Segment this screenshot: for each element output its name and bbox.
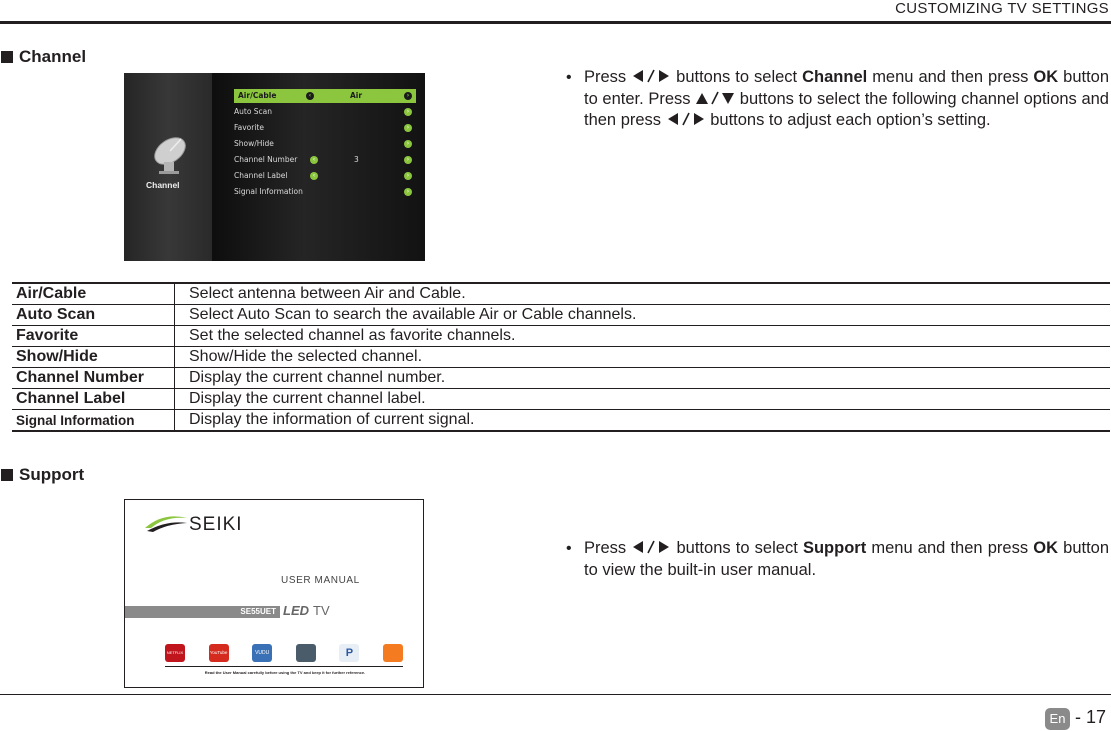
table-row: Channel Number Display the current channel number. [12, 368, 1110, 389]
menu-row-air-cable: Air/Cable ‹ Air › [234, 89, 416, 103]
channel-section-title: Channel [19, 47, 87, 66]
bullet-dot: • [566, 540, 572, 557]
chevron-right-icon: › [404, 124, 412, 132]
header-rule [0, 21, 1111, 24]
language-badge: En [1045, 708, 1070, 730]
channel-menu-screenshot [124, 73, 425, 261]
menu-row-auto-scan: Auto Scan › [234, 105, 416, 119]
menu-row-show-hide: Show/Hide › [234, 137, 416, 151]
chevron-right-icon: › [404, 156, 412, 164]
chevron-left-icon: ‹ [310, 156, 318, 164]
pandora-app-icon: P [339, 644, 359, 662]
chevron-right-icon: › [404, 108, 412, 116]
seiki-brand: SEIKI [189, 514, 243, 535]
channel-options-table [12, 282, 1110, 432]
satellite-dish-icon [146, 131, 192, 177]
table-row: Show/Hide Show/Hide the selected channel. [12, 347, 1110, 368]
left-right-arrows-icon [631, 540, 671, 554]
support-section-heading [1, 465, 84, 485]
page-header-title: CUSTOMIZING TV SETTINGS [895, 0, 1109, 17]
section-square-icon [1, 51, 13, 63]
menu-row-signal-information: Signal Information › [234, 185, 416, 199]
orange-app-icon [383, 644, 403, 662]
menu-row-channel-label: Channel Label ‹ › [234, 169, 416, 183]
vudu-app-icon: VUDU [252, 644, 272, 662]
seiki-swoosh-logo [143, 514, 188, 534]
model-banner: SE55UET [125, 606, 280, 618]
section-square-icon [1, 469, 13, 481]
page-number: - 17 [1075, 707, 1107, 727]
manual-footer-note: Read the User Manual carefully before using the TV and keep it for further reference. [204, 670, 366, 675]
support-section-title: Support [19, 465, 85, 484]
menu-row-favorite: Favorite › [234, 121, 416, 135]
up-down-arrows-icon [695, 91, 735, 105]
table-row: Air/Cable Select antenna between Air and Cable. [12, 283, 1110, 305]
chevron-right-icon: › [404, 188, 412, 196]
channel-section-heading [1, 47, 86, 67]
channel-instruction: Press buttons to select Channel menu and then press OK button to enter. Press buttons to select the following channel options and then press buttons to adjust each option’s setting. [584, 68, 1110, 129]
manual-title: USER MANUAL [281, 575, 360, 586]
chevron-right-icon: › [404, 172, 412, 180]
table-row: Signal Information Display the information of current signal. [12, 410, 1110, 432]
chevron-left-icon: ‹ [310, 172, 318, 180]
table-row: Favorite Set the selected channel as favorite channels. [12, 326, 1110, 347]
menu-row-channel-number: Channel Number ‹ 3 › [234, 153, 416, 167]
led-label: LED [283, 603, 309, 618]
support-instruction: Press buttons to select Support menu and then press OK button to view the built-in user manual. [584, 539, 1110, 579]
table-row: Channel Label Display the current channel label. [12, 389, 1110, 410]
chevron-right-icon: › [404, 92, 412, 100]
bullet-dot: • [566, 69, 572, 86]
app-icon-row [165, 644, 403, 667]
left-right-arrows-icon [631, 69, 671, 83]
footer-rule [0, 694, 1111, 695]
channel-menu-side-label: Channel [146, 180, 180, 190]
tv-label: TV [313, 603, 330, 618]
user-manual-screenshot [124, 499, 424, 688]
chevron-left-icon: ‹ [306, 92, 314, 100]
chevron-right-icon: › [404, 140, 412, 148]
netflix-app-icon: NETFLIX [165, 644, 185, 662]
left-right-arrows-icon [666, 112, 706, 126]
table-row: Auto Scan Select Auto Scan to search the available Air or Cable channels. [12, 305, 1110, 326]
game-app-icon [296, 644, 316, 662]
channel-menu-sidebar [124, 73, 212, 261]
youtube-app-icon: YouTube [209, 644, 229, 662]
